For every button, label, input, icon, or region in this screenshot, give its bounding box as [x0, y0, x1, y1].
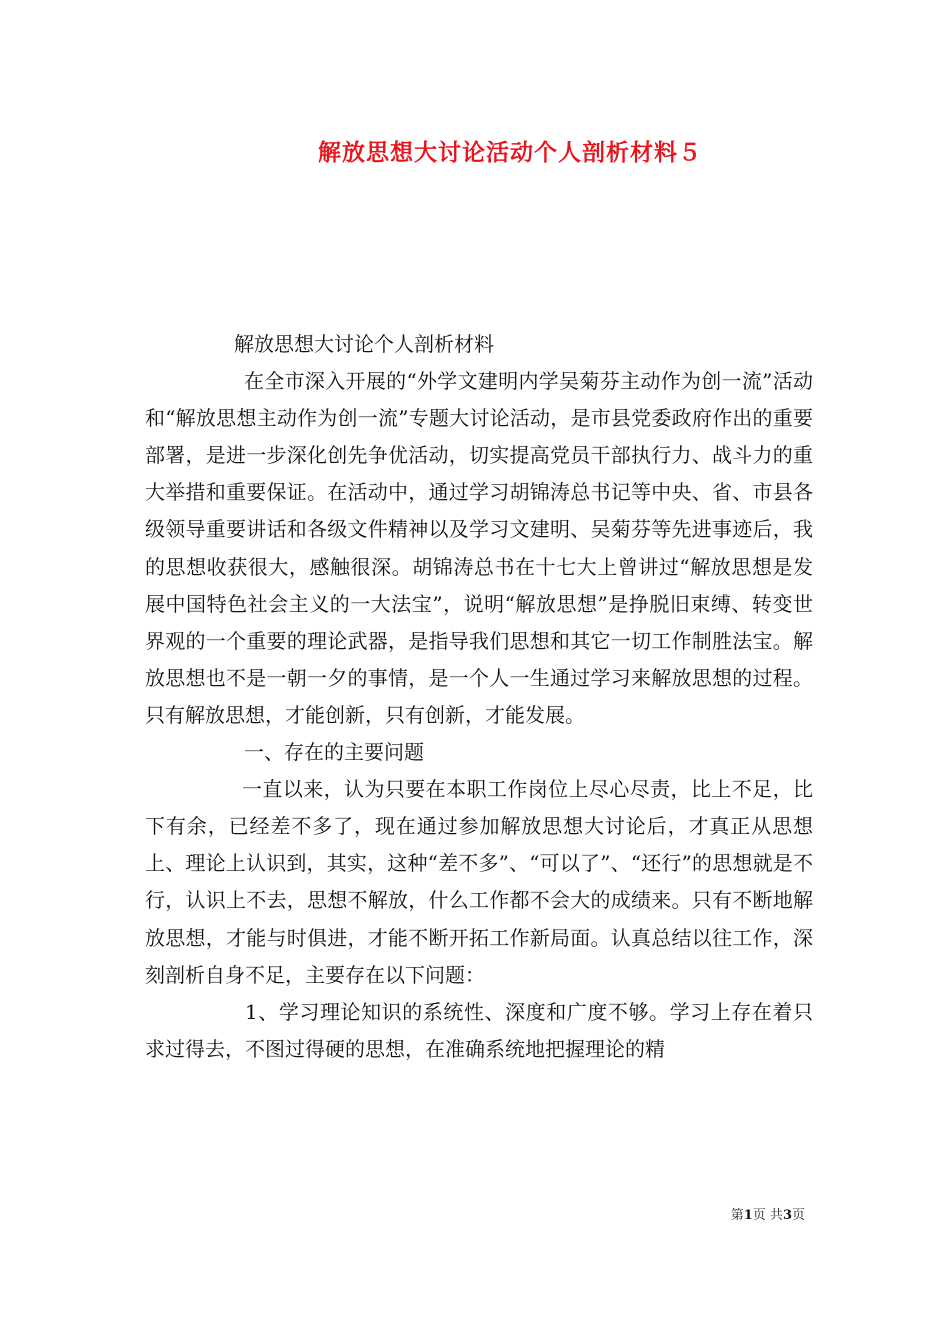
body-paragraph-item-1: 1、学习理论知识的系统性、深度和广度不够。学习上存在着只求过得去，不图过得硬的思想，在准确系统地把握理论的精 [145, 999, 813, 1061]
footer-middle: 页 共 [752, 1208, 783, 1223]
page-number-footer [731, 1204, 805, 1223]
document-title: 解放思想大讨论活动个人剖析材料５ [318, 139, 702, 166]
document-body [145, 326, 813, 1068]
footer-current-page: 1 [743, 1208, 753, 1223]
footer-total-pages: 3 [782, 1208, 792, 1223]
footer-suffix: 页 [791, 1208, 805, 1223]
body-paragraph-problems: 一直以来，认为只要在本职工作岗位上尽心尽责，比上不足，比下有余，已经差不多了，现在通过参加解放思想大讨论后，才真正从思想上、理论上认识到，其实，这种“差不多”、“可以了”、“还行”的思想就是不行，认识上不去，思想不解放，什么工作都不会大的成绩来。只有不断地解放思想，才能与时俱进，才能不断开拓工作新局面。认真总结以往工作，深刻剖析自身不足，主要存在以下问题： [145, 777, 813, 987]
section-heading-problems: 一、存在的主要问题 [244, 740, 424, 765]
body-paragraph-intro: 在全市深入开展的“外学文建明内学吴菊芬主动作为创一流”活动和“解放思想主动作为创一流”专题大讨论活动，是市县党委政府作出的重要部署，是进一步深化创先争优活动，切实提高党员干部执行力、战斗力的重大举措和重要保证。在活动中，通过学习胡锦涛总书记等中央、省、市县各级领导重要讲话和各级文件精神以及学习文建明、吴菊芬等先进事迹后，我的思想收获很大，感触很深。胡锦涛总书在十七大上曾讲过“解放思想是发展中国特色社会主义的一大法宝”，说明“解放思想”是挣脱旧束缚、转变世界观的一个重要的理论武器，是指导我们思想和其它一切工作制胜法宝。解放思想也不是一朝一夕的事情，是一个人一生通过学习来解放思想的过程。只有解放思想，才能创新，只有创新，才能发展。 [145, 369, 813, 727]
document-subtitle: 解放思想大讨论个人剖析材料 [234, 332, 494, 356]
footer-prefix: 第 [730, 1208, 744, 1223]
